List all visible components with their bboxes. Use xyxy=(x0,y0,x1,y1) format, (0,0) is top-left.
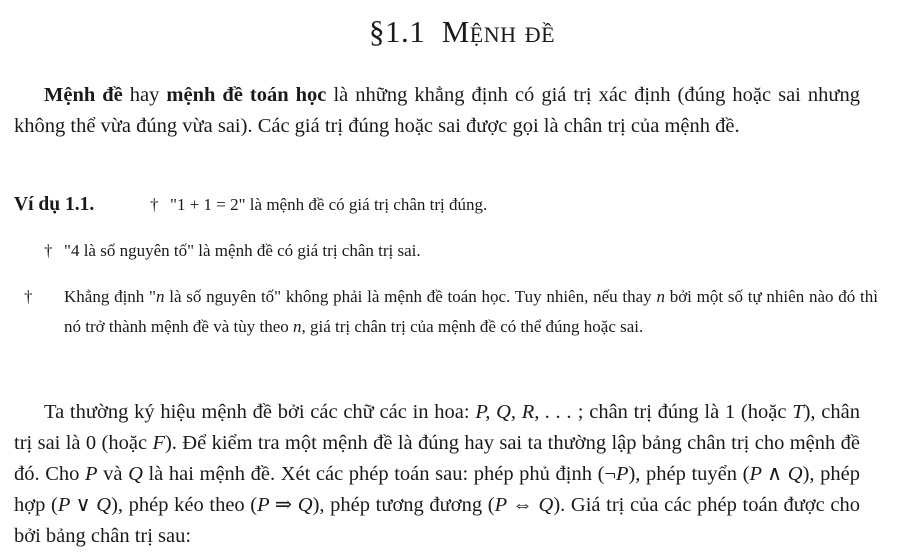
math-expression: P ∧ Q xyxy=(749,463,803,485)
notation-text: ; chân trị đúng là 1 (hoặc xyxy=(572,401,793,423)
notation-text: Ta thường ký hiệu mệnh đề bởi các chữ các in hoa: xyxy=(44,401,476,423)
math-var-n: n xyxy=(156,287,165,306)
term-menh-de-toan-hoc: mệnh đề toán học xyxy=(166,84,327,106)
math-var-n: n xyxy=(293,317,302,336)
notation-text: ). Giá trị của các phép toán được cho bởi bảng chân trị sau: xyxy=(14,494,860,547)
math-expression: P, Q, R, . . . xyxy=(475,401,573,423)
example-item-1 xyxy=(150,190,870,220)
math-expression: P ⇔ Q xyxy=(494,494,554,516)
math-expression: T xyxy=(792,401,804,423)
example-item-2 xyxy=(44,236,864,266)
math-expression: Q xyxy=(128,463,143,485)
math-var-n: n xyxy=(656,287,665,306)
math-expression: P ⇒ Q xyxy=(257,494,313,516)
dagger-bullet: † xyxy=(24,287,33,306)
notation-text: ), chân trị sai là 0 (hoặc xyxy=(14,401,860,454)
definition-text-2: là những khẳng định có giá trị xác định (đúng hoặc sai nhưng không thể vừa đúng vừa sai). Các giá trị đúng hoặc sai được gọi là chân trị của mệnh đề. xyxy=(14,84,860,137)
dagger-bullet: † xyxy=(44,241,53,260)
example-item-text: "4 là số nguyên tố" là mệnh đề có giá trị chân trị sai. xyxy=(64,241,421,260)
notation-text: ), phép tuyển ( xyxy=(628,463,750,485)
example-item-text: là số nguyên tố" không phải là mệnh đề toán học. Tuy nhiên, nếu thay xyxy=(164,287,657,306)
math-expression: P xyxy=(615,463,629,485)
definition-paragraph xyxy=(14,80,860,142)
math-expression: P ∨ Q xyxy=(57,494,112,516)
notation-text: ), phép hợp ( xyxy=(14,463,860,516)
section-number: §1.1 xyxy=(368,14,426,49)
math-expression: P xyxy=(85,463,98,485)
notation-text: ), phép kéo theo ( xyxy=(111,494,258,516)
section-title-text: Mệnh đề xyxy=(441,14,556,49)
example-item-text: bởi một số tự nhiên nào đó thì nó trở thành mệnh đề và tùy theo xyxy=(64,287,878,336)
notation-paragraph xyxy=(14,397,860,552)
example-item-text: , giá trị chân trị của mệnh đề có thể đúng hoặc sai. xyxy=(301,317,644,336)
notation-text: ). Để kiểm tra một mệnh đề là đúng hay sai ta thường lập bảng chân trị cho mệnh đề đó. Cho xyxy=(14,432,860,485)
example-label: Ví dụ 1.1. xyxy=(14,194,95,215)
definition-text-1: hay xyxy=(122,84,167,106)
section-heading xyxy=(0,14,924,50)
dagger-bullet: † xyxy=(150,195,159,214)
example-item-text: "1 + 1 = 2" là mệnh đề có giá trị chân trị đúng. xyxy=(170,195,488,214)
notation-text: ), phép tương đương ( xyxy=(312,494,495,516)
term-menh-de: Mệnh đề xyxy=(44,84,123,106)
example-item-text: Khẳng định " xyxy=(64,287,156,306)
notation-text: là hai mệnh đề. Xét các phép toán sau: phép phủ định (¬ xyxy=(142,463,616,485)
notation-text: và xyxy=(97,463,129,485)
example-item-3 xyxy=(24,282,878,342)
math-expression: F xyxy=(152,432,165,454)
